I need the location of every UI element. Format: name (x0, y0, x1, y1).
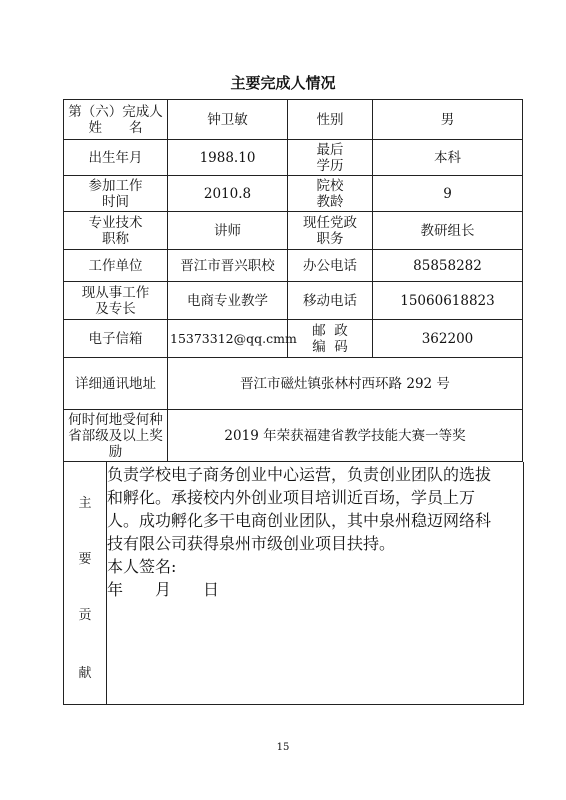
contribution-label-char-1: 主 (78, 495, 92, 511)
professional-title-label-line1: 专业技术 (88, 214, 143, 231)
office-phone-label: 办公电话 (288, 250, 373, 282)
email-label: 电子信箱 (64, 320, 168, 358)
date-label: 年 月 日 (107, 579, 220, 599)
row-address (64, 358, 523, 410)
name-label-line2: 姓 名 (88, 119, 143, 136)
school-years-value: 9 (373, 176, 523, 212)
award-label-cell (64, 410, 168, 462)
contribution-label-char-3: 贡 (78, 607, 92, 623)
row-award (64, 410, 523, 462)
row-birth (64, 140, 523, 176)
row-work-unit (64, 250, 523, 282)
page-number: 15 (276, 742, 290, 753)
specialty-value: 电商专业教学 (168, 282, 288, 320)
education-label-line2: 学历 (316, 157, 344, 174)
school-years-label-line1: 院校 (316, 177, 344, 194)
contribution-text: 负责学校电子商务创业中心运营，负责创业团队的选拔和孵化。承接校内外创业项目培训近百场，学员上万人。成功孵化多干电商创业团队，其中泉州稳迈网络科技有限公司获得泉州市级创业项目扶持。 (107, 464, 492, 553)
award-value: 2019 年荣获福建省教学技能大赛一等奖 (168, 410, 523, 462)
specialty-label-line1: 现从事工作 (81, 284, 150, 301)
gender-label: 性别 (288, 100, 373, 140)
specialty-label-line2: 及专长 (95, 300, 136, 317)
postcode-value: 362200 (373, 320, 523, 358)
signature-label: 本人签名: (107, 556, 177, 576)
post-label-line1: 现任党政 (303, 214, 357, 231)
contribution-label-char-4: 献 (78, 665, 92, 681)
postcode-label-line2: 编 码 (312, 338, 348, 355)
row-specialty (64, 282, 523, 320)
post-value: 教研组长 (373, 212, 523, 250)
gender-value: 男 (373, 100, 523, 140)
school-years-label-line2: 教龄 (316, 193, 344, 210)
contribution-label-char-2: 要 (78, 551, 92, 567)
award-label-line1: 何时何地受何种 (68, 411, 163, 428)
work-start-value: 2010.8 (168, 176, 288, 212)
row-name (64, 100, 523, 140)
postcode-label-cell (288, 320, 373, 358)
work-unit-value: 晋江市晋兴职校 (168, 250, 288, 282)
professional-title-label-cell (64, 212, 168, 250)
work-start-label-line1: 参加工作 (88, 177, 143, 194)
award-label-line2: 省部级及以上奖励 (68, 427, 163, 460)
education-value: 本科 (373, 140, 523, 176)
email-value: 15373312@qq.cmm (168, 320, 288, 358)
contribution-box (63, 462, 524, 705)
post-label-cell (288, 212, 373, 250)
name-label-cell (64, 100, 168, 140)
page-title: 主要完成人情况 (230, 74, 336, 92)
birth-value: 1988.10 (168, 140, 288, 176)
mobile-value: 15060618823 (373, 282, 523, 320)
row-email (64, 320, 523, 358)
work-start-label-line2: 时间 (102, 193, 129, 210)
specialty-label-cell (64, 282, 168, 320)
address-label: 详细通讯地址 (64, 358, 168, 410)
mobile-label: 移动电话 (288, 282, 373, 320)
education-label-line1: 最后 (316, 141, 344, 158)
name-label-line1: 第（六）完成人 (68, 103, 163, 120)
name-value: 钟卫敏 (168, 100, 288, 140)
row-work-start (64, 176, 523, 212)
contribution-label-column (64, 462, 107, 704)
education-label-cell (288, 140, 373, 176)
office-phone-value: 85858282 (373, 250, 523, 282)
work-unit-label: 工作单位 (64, 250, 168, 282)
postcode-label-line1: 邮 政 (312, 322, 348, 339)
row-professional-title (64, 212, 523, 250)
professional-title-label-line2: 职称 (102, 230, 129, 247)
work-start-label-cell (64, 176, 168, 212)
birth-label: 出生年月 (64, 140, 168, 176)
contribution-body (107, 462, 523, 704)
post-label-line2: 职务 (316, 230, 344, 247)
professional-title-value: 讲师 (168, 212, 288, 250)
school-years-label-cell (288, 176, 373, 212)
address-value: 晋江市磁灶镇张林村西环路 292 号 (168, 358, 523, 410)
